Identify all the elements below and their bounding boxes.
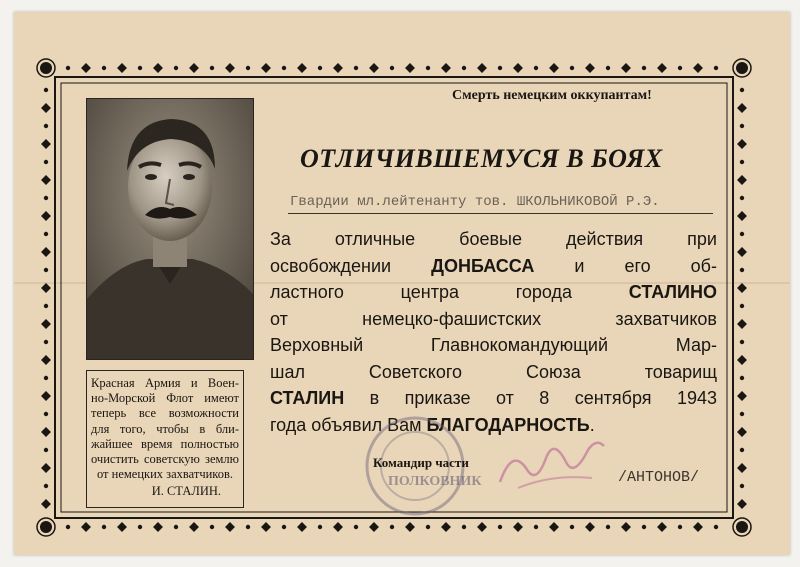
border-dot: [102, 525, 106, 529]
border-diamond: [513, 522, 523, 532]
border-corner: [736, 521, 748, 533]
border-dot: [174, 525, 178, 529]
border-diamond: [585, 63, 595, 73]
commander-name: /АНТОНОВ/: [618, 469, 700, 486]
border-diamond: [261, 522, 271, 532]
border-dot: [174, 66, 178, 70]
quote-line: теперь все возможности: [91, 406, 239, 421]
border-diamond: [737, 463, 747, 473]
slogan-text: Смерть немецким оккупантам!: [452, 88, 652, 103]
quote-line: Красная Армия и Воен-: [91, 376, 239, 390]
border-diamond: [513, 63, 523, 73]
border-diamond: [41, 175, 51, 185]
border-diamond: [189, 522, 199, 532]
body-line: За отличные боевые действия при: [270, 229, 717, 249]
quote-line: для того, чтобы в бли-: [91, 421, 239, 436]
border-diamond: [333, 63, 343, 73]
border-dot: [44, 448, 48, 452]
border-diamond: [657, 522, 667, 532]
border-diamond: [225, 63, 235, 73]
border-diamond: [441, 63, 451, 73]
border-diamond: [297, 63, 307, 73]
border-diamond: [41, 319, 51, 329]
quote-line: жайшее время полностью: [91, 436, 239, 451]
border-diamond: [117, 63, 127, 73]
border-diamond: [737, 139, 747, 149]
border-diamond: [369, 63, 379, 73]
border-diamond: [261, 63, 271, 73]
border-dot: [318, 525, 322, 529]
border-dot: [138, 66, 142, 70]
border-dot: [740, 160, 744, 164]
border-dot: [390, 66, 394, 70]
border-dot: [426, 525, 430, 529]
border-dot: [714, 66, 718, 70]
body-line: СТАЛИН в приказе от 8 сентября 1943: [270, 388, 717, 408]
quote-line: но-Морской Флот имеют: [91, 391, 239, 406]
border-dot: [246, 525, 250, 529]
border-dot: [390, 525, 394, 529]
border-dot: [44, 376, 48, 380]
border-diamond: [41, 355, 51, 365]
border-diamond: [41, 247, 51, 257]
border-diamond: [737, 355, 747, 365]
border-diamond: [41, 103, 51, 113]
border-diamond: [737, 499, 747, 509]
border-diamond: [41, 283, 51, 293]
border-diamond: [693, 63, 703, 73]
border-dot: [570, 66, 574, 70]
border-dot: [678, 525, 682, 529]
border-diamond: [621, 63, 631, 73]
border-diamond: [737, 283, 747, 293]
border-dot: [740, 88, 744, 92]
border-dot: [44, 340, 48, 344]
border-diamond: [41, 391, 51, 401]
border-dot: [740, 448, 744, 452]
border-dot: [44, 196, 48, 200]
border-dot: [44, 268, 48, 272]
border-dot: [246, 66, 250, 70]
border-dot: [138, 525, 142, 529]
border-dot: [606, 525, 610, 529]
body-line: от немецко-фашистских захватчиков: [270, 308, 717, 329]
border-corner: [40, 521, 52, 533]
border-dot: [66, 66, 70, 70]
border-dot: [534, 66, 538, 70]
border-diamond: [333, 522, 343, 532]
border-dot: [318, 66, 322, 70]
border-diamond: [41, 139, 51, 149]
border-diamond: [549, 63, 559, 73]
border-diamond: [225, 522, 235, 532]
body-line: Верховный Главнокомандующий Мар-: [270, 335, 717, 355]
border-dot: [354, 66, 358, 70]
recipient-field: Гвардии мл.лейтенанту тов. ШКОЛЬНИКОВОЙ Р.Э.: [290, 194, 660, 210]
quote-line: очистить советскую землю: [91, 452, 239, 467]
border-corner: [40, 62, 52, 74]
quote-signature: И. СТАЛИН.: [151, 484, 221, 499]
body-line: ластного центра города СТАЛИНО: [270, 282, 717, 302]
border-diamond: [737, 211, 747, 221]
border-diamond: [737, 319, 747, 329]
handwritten-signature: [492, 428, 612, 498]
border-diamond: [189, 63, 199, 73]
border-dot: [740, 412, 744, 416]
border-diamond: [405, 63, 415, 73]
border-diamond: [297, 522, 307, 532]
body-line: шал Советского Союза товарищ: [270, 361, 717, 382]
border-dot: [44, 484, 48, 488]
border-diamond: [693, 522, 703, 532]
border-dot: [210, 66, 214, 70]
border-dot: [498, 525, 502, 529]
border-dot: [606, 66, 610, 70]
stalin-quote-box: [86, 370, 244, 508]
commander-label: Командир части: [373, 455, 469, 470]
border-diamond: [657, 63, 667, 73]
border-diamond: [621, 522, 631, 532]
border-dot: [570, 525, 574, 529]
border-dot: [714, 525, 718, 529]
border-diamond: [81, 63, 91, 73]
border-dot: [740, 124, 744, 128]
border-dot: [462, 525, 466, 529]
border-dot: [498, 66, 502, 70]
border-diamond: [41, 427, 51, 437]
border-diamond: [41, 463, 51, 473]
border-dot: [740, 268, 744, 272]
border-dot: [462, 66, 466, 70]
border-diamond: [737, 391, 747, 401]
body-line: года объявил Вам БЛАГОДАРНОСТЬ.: [270, 414, 595, 435]
border-dot: [354, 525, 358, 529]
border-diamond: [41, 499, 51, 509]
quote-line: от немецких захватчиков.: [96, 467, 234, 482]
border-diamond: [41, 211, 51, 221]
border-dot: [44, 88, 48, 92]
border-dot: [740, 304, 744, 308]
border-dot: [642, 66, 646, 70]
border-dot: [740, 232, 744, 236]
stamp-rank-text: ПОЛКОВНИК: [388, 474, 482, 489]
border-dot: [282, 66, 286, 70]
recipient-underline: [288, 213, 713, 214]
border-dot: [740, 376, 744, 380]
border-diamond: [737, 247, 747, 257]
border-dot: [44, 412, 48, 416]
border-diamond: [477, 522, 487, 532]
border-dot: [678, 66, 682, 70]
border-dot: [282, 525, 286, 529]
border-dot: [642, 525, 646, 529]
border-dot: [44, 304, 48, 308]
border-diamond: [737, 103, 747, 113]
border-dot: [534, 525, 538, 529]
border-diamond: [153, 63, 163, 73]
border-diamond: [153, 522, 163, 532]
border-diamond: [405, 522, 415, 532]
border-diamond: [585, 522, 595, 532]
border-dot: [66, 525, 70, 529]
border-dot: [44, 124, 48, 128]
border-dot: [44, 160, 48, 164]
border-dot: [740, 340, 744, 344]
border-dot: [102, 66, 106, 70]
border-diamond: [81, 522, 91, 532]
border-diamond: [737, 427, 747, 437]
border-diamond: [369, 522, 379, 532]
border-diamond: [549, 522, 559, 532]
commendation-text: [270, 226, 717, 438]
border-diamond: [117, 522, 127, 532]
border-dot: [740, 484, 744, 488]
portrait-photo: [86, 98, 254, 360]
border-dot: [44, 232, 48, 236]
border-diamond: [441, 522, 451, 532]
border-corner: [736, 62, 748, 74]
body-line: освобождении ДОНБАССА и его об-: [270, 255, 717, 276]
border-diamond: [737, 175, 747, 185]
border-diamond: [477, 63, 487, 73]
certificate-title: ОТЛИЧИВШЕМУСЯ В БОЯХ: [300, 144, 663, 173]
border-dot: [210, 525, 214, 529]
border-dot: [426, 66, 430, 70]
